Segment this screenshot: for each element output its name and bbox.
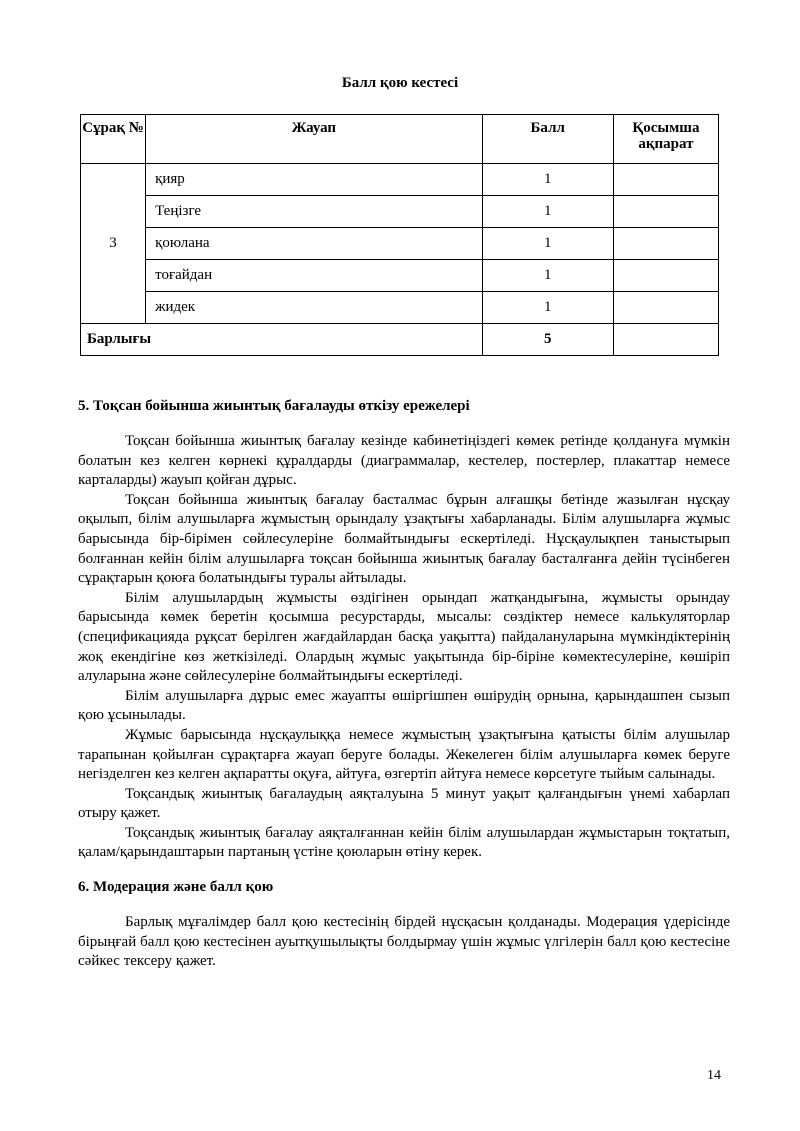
header-question-number: Сұрақ № <box>81 115 146 164</box>
score-table <box>80 114 719 356</box>
score-cell: 1 <box>482 164 613 196</box>
extra-cell <box>613 260 718 292</box>
extra-cell <box>613 196 718 228</box>
paragraph: Білім алушылардың жұмысты өздігінен орындап жатқандығына, жұмысты орындау барысында көмек беретін қосымша ресурстарды, мысалы: сөздіктер немесе калькуляторлар (спецификацияда рұқсат берілген жағдайлардан басқа уақытта) пайдалануларына мүмкіндіктерінің жоқ екендігіне көз жеткізіледі. Олардың жұмыс уақытында бір-біріне көмектесулеріне, көшіріп алуларына және сөйлесулеріне болмайтындығы ескертіледі. <box>78 589 730 685</box>
table-total-row <box>81 324 719 356</box>
score-cell: 1 <box>482 260 613 292</box>
question-number-cell: 3 <box>81 164 146 324</box>
section-6-heading: 6. Модерация және балл қою <box>78 879 274 895</box>
paragraph: Білім алушыларға дұрыс емес жауапты өшіргішпен өшірудің орнына, қарындашпен сызып қою ұсынылады. <box>78 687 730 724</box>
header-answer: Жауап <box>146 115 483 164</box>
section-5-body <box>78 432 730 863</box>
extra-cell <box>613 228 718 260</box>
answer-cell: қоюлана <box>146 228 483 260</box>
paragraph: Тоқсандық жиынтық бағалаудың аяқталуына 5 минут уақыт қалғандығын үнемі хабарлап отыру қажет. <box>78 785 730 822</box>
answer-cell: қияр <box>146 164 483 196</box>
extra-cell <box>613 292 718 324</box>
paragraph: Тоқсандық жиынтық бағалау аяқталғаннан кейін білім алушылардан жұмыстарын тоқтатып, қалам/қарындаштарын партаның үстіне қоюларын өтіну керек. <box>78 824 730 861</box>
header-extra-info: Қосымша ақпарат <box>613 115 718 164</box>
total-extra-cell <box>613 324 718 356</box>
paragraph: Барлық мұғалімдер балл қою кестесінің бірдей нұсқасын қолданады. Модерация үдерісінде бірыңғай балл қою кестесінен ауытқушылықты болдырмау үшін жұмыс үлгілерін балл қою кестесіне сәйкес тексеру қажет. <box>78 914 730 970</box>
section-6-body <box>78 913 730 972</box>
score-cell: 1 <box>482 228 613 260</box>
table-row <box>81 228 719 260</box>
table-row <box>81 260 719 292</box>
header-score: Балл <box>482 115 613 164</box>
score-cell: 1 <box>482 196 613 228</box>
table-title: Балл қою кестесі <box>341 75 459 91</box>
table-row <box>81 292 719 324</box>
answer-cell: Теңізге <box>146 196 483 228</box>
section-5-heading: 5. Тоқсан бойынша жиынтық бағалауды өткізу ережелері <box>78 398 470 414</box>
table-row <box>81 196 719 228</box>
paragraph: Тоқсан бойынша жиынтық бағалау басталмас бұрын алғашқы бетінде жазылған нұсқау оқылып, білім алушыларға жұмыстың орындалу ұзақтығы хабарланады. Білім алушыларға жұмыс барысында бір-бірімен сөйлесулеріне болмайтындығы ескертіледі. Нұсқаулықпен таныстырып болғаннан кейін білім алушыларға тоқсан бойынша жиынтық бағалау басталғанға дейін түсінбеген сұрақтарын қоюға болатындығы туралы айтылады. <box>78 491 730 587</box>
extra-cell <box>613 164 718 196</box>
score-cell: 1 <box>482 292 613 324</box>
answer-cell: тоғайдан <box>146 260 483 292</box>
paragraph: Тоқсан бойынша жиынтық бағалау кезінде кабинетіңіздегі көмек ретінде қолдануға мүмкін болатын кез келген көрнекі құралдарды (диаграммалар, кестелер, постерлер, плакаттар немесе карталарды) жауып қойған дұрыс. <box>78 433 730 489</box>
paragraph: Жұмыс барысында нұсқаулыққа немесе жұмыстың ұзақтығына қатысты білім алушылар тарапынан қойылған сұрақтарға жауап беруге болады. Жекелеген білім алушыларға көмек беруге негізделген кез келген ақпаратты оқуға, айтуға, өзгертіп айтуға немесе көрсетуге тыйым салынады. <box>78 726 730 783</box>
table-row <box>81 164 719 196</box>
page-number: 14 <box>707 1068 721 1083</box>
total-label: Барлығы <box>81 324 483 356</box>
answer-cell: жидек <box>146 292 483 324</box>
table-header-row <box>81 115 719 164</box>
total-value: 5 <box>482 324 613 356</box>
